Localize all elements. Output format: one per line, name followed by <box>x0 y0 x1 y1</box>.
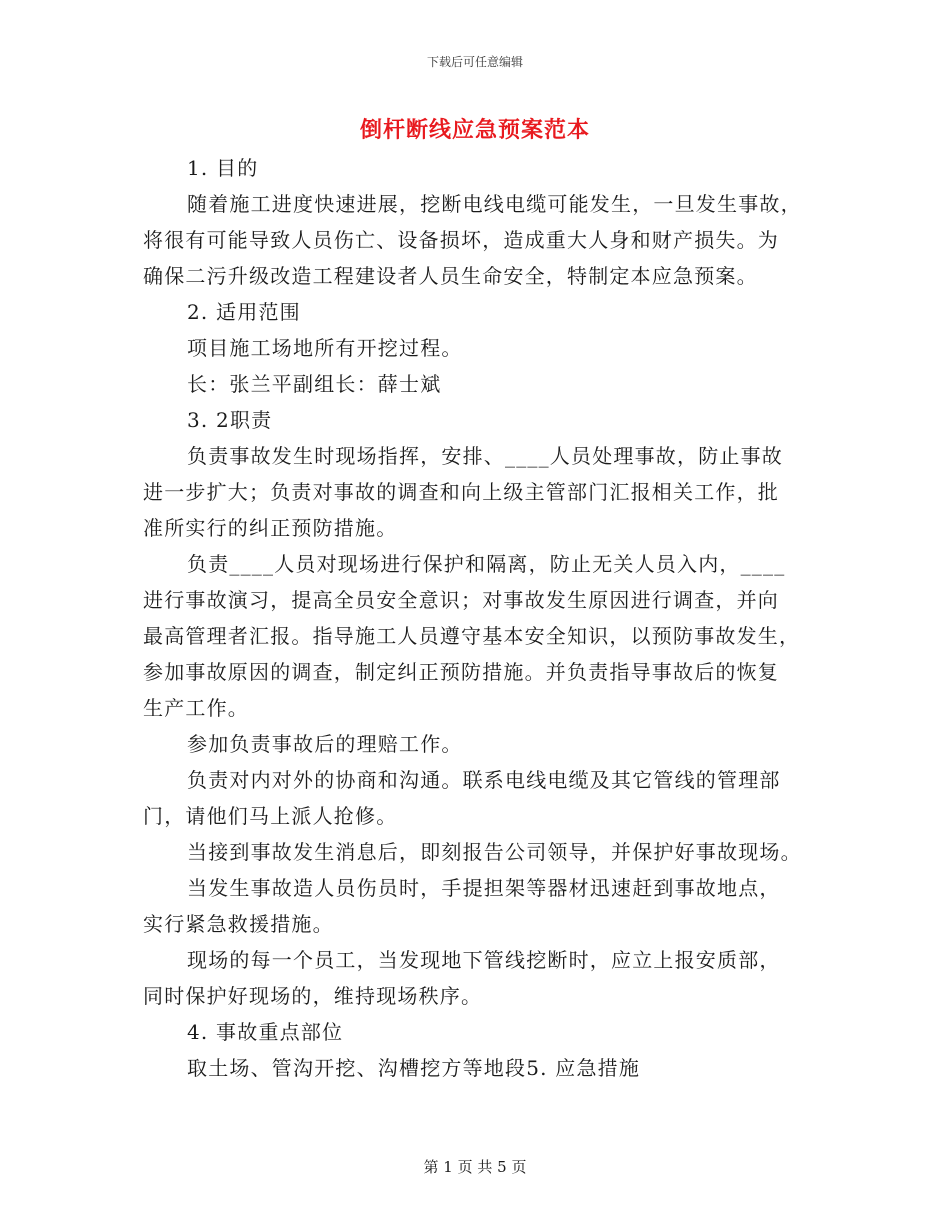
paragraph-line: 当发生事故造人员伤员时，手提担架等器材迅速赶到事故地点， <box>187 876 781 900</box>
paragraph-line: 项目施工场地所有开挖过程。 <box>187 336 463 360</box>
paragraph-line: 随着施工进度快速进展，挖断电线电缆可能发生，一旦发生事故， <box>187 192 802 216</box>
paragraph-line: 当接到事故发生消息后，即刻报告公司领导，并保护好事故现场。 <box>187 840 802 864</box>
paragraph-line: 实行紧急救援措施。 <box>143 912 334 936</box>
paragraph-line: 进行事故演习，提高全员安全意识；对事故发生原因进行调查，并向 <box>143 588 779 612</box>
paragraph-line: 参加事故原因的调查，制定纠正预防措施。并负责指导事故后的恢复 <box>143 660 779 684</box>
paragraph-line: 准所实行的纠正预防措施。 <box>143 516 398 540</box>
document-title: 倒杆断线应急预案范本 <box>359 117 590 143</box>
section-heading-duties: 3. 2职责 <box>187 408 273 432</box>
paragraph-line: 负责对内对外的协商和沟通。联系电线电缆及其它管线的管理部 <box>187 768 781 792</box>
page-header-note: 下载后可任意编辑 <box>426 55 523 69</box>
paragraph-line: 负责____人员对现场进行保护和隔离，防止无关人员入内，____ <box>187 552 786 576</box>
paragraph-line: 现场的每一个员工，当发现地下管线挖断时，应立上报安质部， <box>187 948 781 972</box>
paragraph-line: 门，请他们马上派人抢修。 <box>143 804 398 828</box>
section-heading-scope: 2. 适用范围 <box>187 300 301 324</box>
paragraph-line: 进一步扩大；负责对事故的调查和向上级主管部门汇报相关工作，批 <box>143 480 779 504</box>
section-heading-purpose: 1. 目的 <box>187 156 259 180</box>
paragraph-line: 取土场、管沟开挖、沟槽挖方等地段5. 应急措施 <box>187 1056 641 1080</box>
paragraph-line: 生产工作。 <box>143 696 249 720</box>
paragraph-line: 负责事故发生时现场指挥，安排、____人员处理事故，防止事故 <box>187 444 783 468</box>
paragraph-line: 确保二污升级改造工程建设者人员生命安全，特制定本应急预案。 <box>143 264 758 288</box>
document-body <box>143 150 813 1086</box>
paragraph-line: 同时保护好现场的，维持现场秩序。 <box>143 984 483 1008</box>
section-heading-key-areas: 4. 事故重点部位 <box>187 1020 344 1044</box>
page-number-footer: 第 1 页 共 5 页 <box>423 1158 527 1176</box>
paragraph-line: 长：张兰平副组长：薛士斌 <box>187 372 442 396</box>
paragraph-line: 将很有可能导致人员伤亡、设备损坏，造成重大人身和财产损失。为 <box>143 228 779 252</box>
paragraph-line: 参加负责事故后的理赔工作。 <box>187 732 463 756</box>
paragraph-line: 最高管理者汇报。指导施工人员遵守基本安全知识，以预防事故发生， <box>143 624 801 648</box>
